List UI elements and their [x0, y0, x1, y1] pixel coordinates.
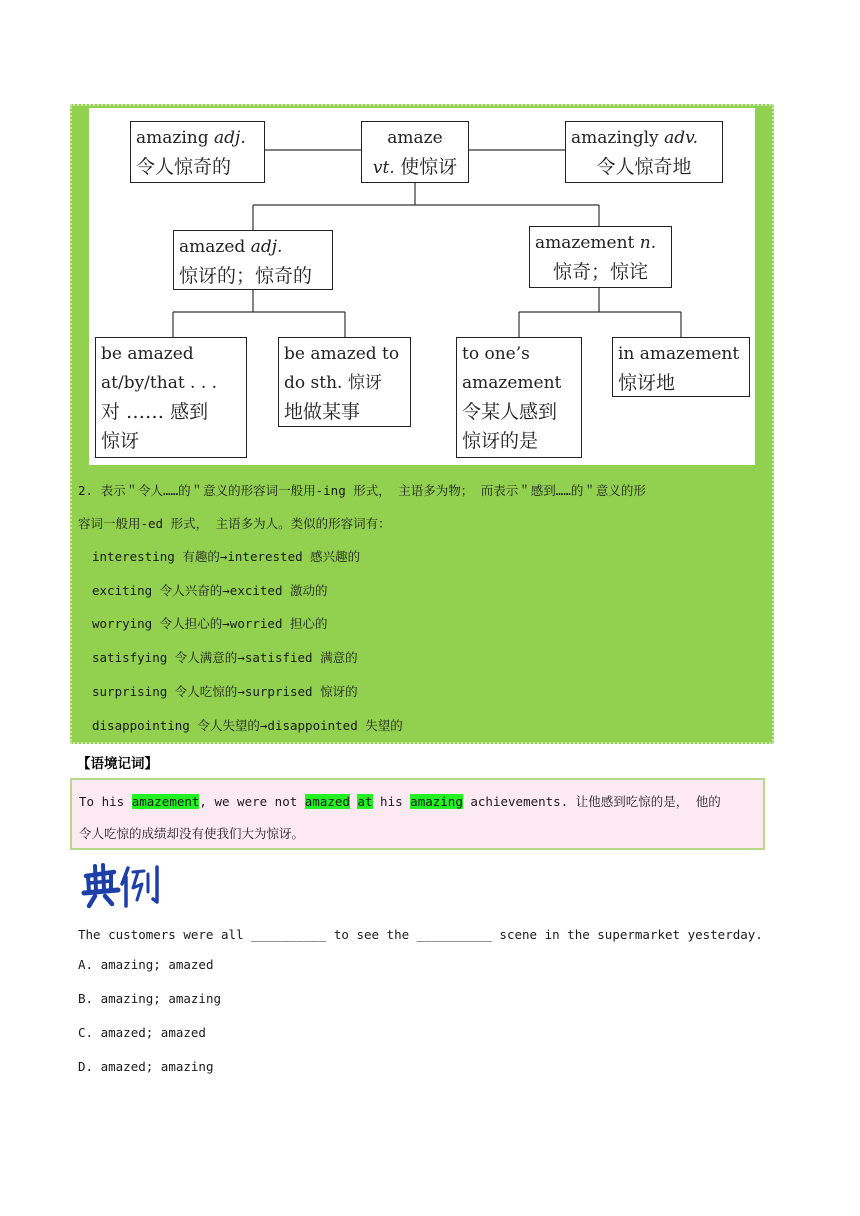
word-family-diagram: [89, 108, 755, 465]
leaf-line: to one’s: [462, 344, 530, 364]
ed-meaning: 感兴趣的: [310, 549, 361, 564]
leaf-line: 令某人感到: [462, 401, 558, 423]
sentence-text: achievements. 让他感到吃惊的是， 他的: [462, 794, 721, 809]
ed-meaning: 担心的: [290, 616, 328, 632]
word-zh: 惊奇；惊诧: [552, 261, 648, 283]
option-label: C.: [78, 1025, 94, 1040]
highlighted-word: at: [357, 794, 373, 809]
option-text: amazed; amazing: [100, 1059, 214, 1074]
option-a[interactable]: [78, 948, 778, 982]
arrow-icon: →: [237, 650, 245, 666]
highlighted-word: amazement: [131, 794, 200, 809]
ing-meaning: 令人兴奋的: [159, 582, 223, 598]
ing-form: interesting: [92, 549, 175, 564]
ing-meaning: 令人失望的: [197, 717, 260, 733]
option-label: B.: [78, 991, 94, 1006]
ing-meaning: 令人满意的: [174, 650, 238, 666]
option-c[interactable]: [78, 1016, 778, 1050]
ing-meaning: 令人吃惊的: [174, 683, 238, 699]
ed-meaning: 失望的: [365, 717, 403, 733]
question-stem: The customers were all __________ to see the __________ scene in the supermarket yesterday.: [78, 927, 763, 942]
ed-form: excited: [229, 582, 283, 598]
word-zh: 令人惊奇地: [596, 156, 692, 178]
arrow-icon: →: [259, 717, 268, 733]
grammar-notes: [78, 474, 768, 742]
ed-meaning: 惊讶的: [320, 683, 358, 699]
option-text: amazed; amazed: [100, 1025, 206, 1040]
ed-meaning: 激动的: [290, 582, 328, 598]
leaf-line: 惊讶: [101, 430, 140, 452]
word-zh: 惊讶的；惊奇的: [179, 265, 313, 287]
option-text: amazing; amazed: [100, 957, 214, 972]
word-en: amazement: [535, 233, 635, 253]
ing-form: exciting: [92, 582, 153, 598]
leaf-line: in amazement: [618, 344, 740, 364]
part-of-speech: adj.: [214, 128, 246, 148]
part-of-speech: vt.: [372, 158, 395, 178]
option-d[interactable]: [78, 1050, 778, 1084]
ing-meaning: 令人担心的: [159, 616, 223, 632]
ing-form: surprising: [92, 683, 168, 699]
section-heading: 【语境记词】: [77, 756, 158, 772]
word-en: amaze: [387, 128, 443, 148]
ing-meaning: 有趣的: [182, 549, 220, 564]
box-be-amazed-to: [278, 337, 411, 427]
adjective-pair: [78, 675, 768, 709]
sentence-text: his: [372, 794, 411, 809]
ed-form: satisfied: [244, 650, 313, 666]
word-zh: 令人惊奇的: [136, 156, 232, 178]
leaf-line: at/by/that . . .: [101, 373, 218, 393]
box-in-amazement: [612, 337, 750, 397]
ed-meaning: 满意的: [320, 650, 358, 666]
highlighted-word: amazed: [304, 794, 350, 809]
example-question: [78, 922, 778, 1084]
ing-form: worrying: [92, 616, 153, 632]
leaf-line: 惊讶的是: [462, 430, 539, 452]
ed-form: disappointed: [267, 717, 358, 733]
adjective-pair: [78, 607, 768, 641]
arrow-icon: →: [222, 582, 230, 598]
leaf-line: 地做某事: [284, 401, 361, 423]
highlighted-word: amazing: [410, 794, 463, 809]
leaf-line: do sth. 惊讶: [284, 373, 382, 393]
option-label: A.: [78, 957, 94, 972]
ed-form: worried: [229, 616, 283, 632]
context-translation: 令人吃惊的成绩却没有使我们大为惊讶。: [79, 826, 305, 841]
example-logo-icon: [80, 862, 164, 910]
adjective-pair: [78, 574, 768, 608]
part-of-speech: n.: [639, 233, 657, 253]
part-of-speech: adj.: [250, 237, 283, 257]
sentence-text: To his: [79, 794, 132, 809]
adjective-pair: [78, 540, 768, 574]
ed-form: surprised: [244, 683, 313, 699]
arrow-icon: →: [222, 616, 230, 632]
context-example-box: [70, 778, 765, 850]
word-en: amazingly: [571, 128, 659, 148]
rule-text-line: 2. 表示＂令人……的＂意义的形容词一般用-ing 形式， 主语多为物； 而表示＂感到……的＂意义的形: [78, 483, 646, 498]
option-text: amazing; amazing: [100, 991, 222, 1006]
option-b[interactable]: [78, 982, 778, 1016]
word-en: amazing: [136, 128, 209, 148]
box-to-ones-amazement: [456, 337, 582, 458]
word-en: amazed: [179, 237, 246, 257]
leaf-line: amazement: [462, 373, 562, 393]
box-amaze-root: [361, 121, 469, 183]
box-amazed-adj: [173, 230, 333, 290]
ed-form: interested: [227, 549, 303, 564]
rule-text-line: 容词一般用-ed 形式， 主语多为人。类似的形容词有：: [78, 516, 391, 531]
box-amazement-n: [529, 226, 672, 288]
ing-form: disappointing: [92, 717, 190, 733]
word-zh: 使惊讶: [400, 156, 458, 178]
leaf-line: be amazed to: [284, 344, 400, 364]
box-amazing-adj: [130, 121, 265, 183]
leaf-line: 惊讶地: [618, 372, 676, 394]
sentence-text: , we were not: [199, 794, 305, 809]
adjective-pair: [78, 709, 768, 743]
part-of-speech: adv.: [664, 128, 699, 148]
option-label: D.: [78, 1059, 94, 1074]
arrow-icon: →: [219, 549, 228, 564]
box-amazingly-adv: [565, 121, 723, 183]
leaf-line: be amazed: [101, 344, 194, 364]
ing-form: satisfying: [92, 650, 168, 666]
example-logo: [80, 862, 164, 914]
leaf-line: 对 …… 感到: [101, 401, 209, 423]
box-be-amazed-at: [95, 337, 247, 458]
adjective-pair: [78, 641, 768, 675]
context-sentence: [79, 786, 756, 818]
arrow-icon: →: [237, 683, 245, 699]
